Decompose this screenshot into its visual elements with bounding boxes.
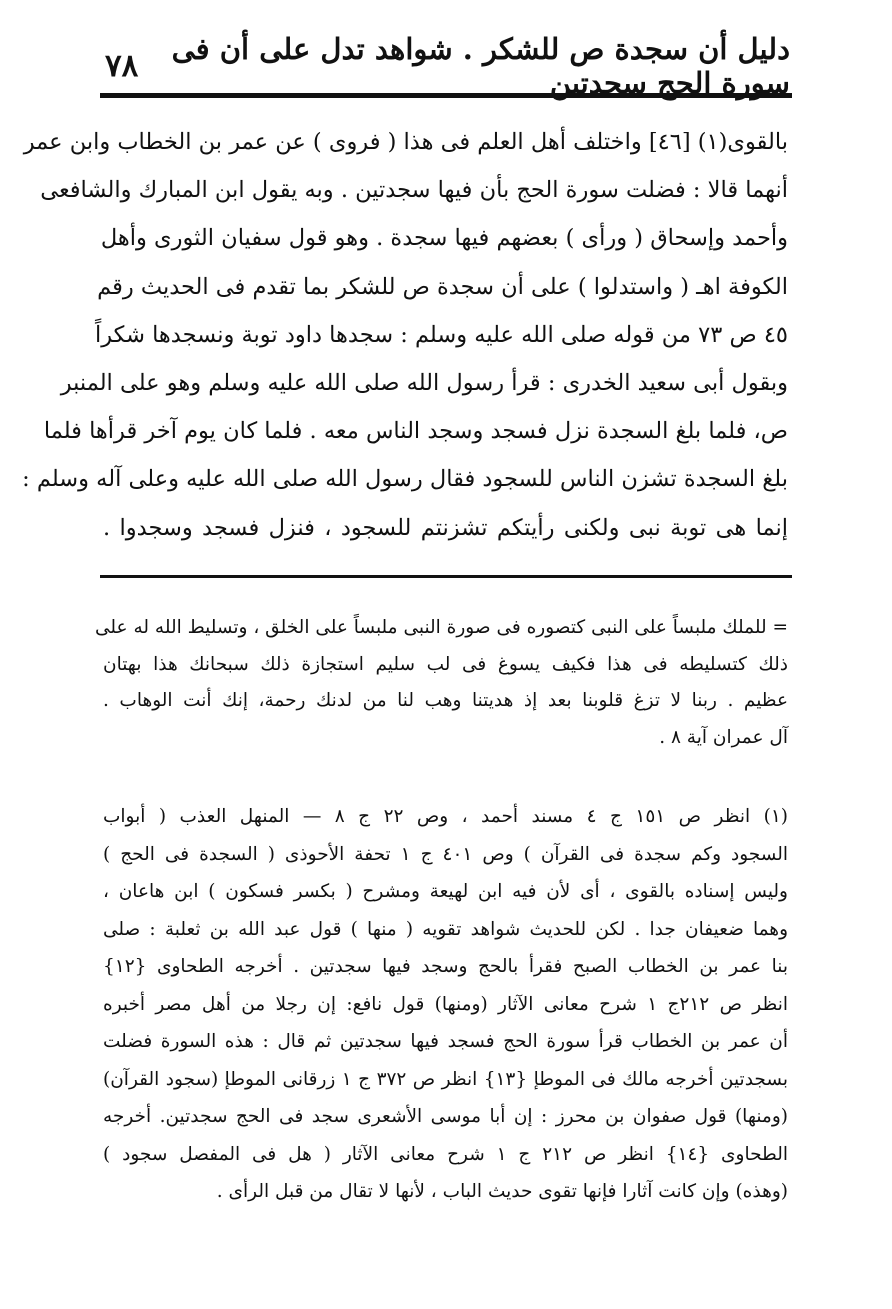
main-line: أنهما قالا : فضلت سورة الحج بأن فيها سجدتين . وبه يقول ابن المبارك والشافعى [40,177,788,204]
running-title: دليل أن سجدة ص للشكر . شواهد تدل على أن فى سورة الحج سجدتين [171,32,790,100]
footnote-line: بنا عمر بن الخطاب الصبح فقرأ بالحج وسجد فيها سجدتين . أخرجه الطحاوى {١٢} [103,956,788,977]
footnote-line: (ومنها) قول صفوان بن محرز : إن أبا موسى الأشعرى سجد فى الحج سجدتين. أخرجه [103,1106,788,1127]
footnote-line: بسجدتين أخرجه مالك فى الموطإ {١٣} انظر ص ٣٧٢ ج ١ زرقانى الموطإ (سجود القرآن) [103,1068,789,1090]
footnote-line: (١) انظر ص ١٥١ ج ٤ مسند أحمد ، وص ٢٢ ج ٨ — المنهل العذب ( أبواب [103,806,788,827]
note-line: عظيم . ربنا لا تزغ قلوبنا بعد إذ هديتنا وهب لنا من لدنك رحمة، إنك أنت الوهاب . [103,690,788,711]
footnote-line: السجود وكم سجدة فى القرآن ) وص ٤٠١ ج ١ تحفة الأحوذى ( السجدة فى الحج ) [103,843,789,865]
main-line: الكوفة اهـ ( واستدلوا ) على أن سجدة ص للشكر بما تقدم فى الحديث رقم [97,273,788,300]
footnote-line: وهما ضعيفان جدا . لكن للحديث شواهد تقويه ( منها ) قول عبد الله بن ثعلبة : صلى [103,918,788,940]
footnote-line: انظر ص ٢١٢ج ١ شرح معانى الآثار (ومنها) قول نافع: إن رجلا من أهل مصر أخبره [103,993,788,1015]
main-line: إنما هى توبة نبى ولكنى رأيتكم تشزنتم للسجود ، فنزل فسجد وسجدوا . [103,514,788,541]
footnote-line: (وهذه) وإن كانت آثارا فإنها تقوى حديث الباب ، لأنها لا تقال من قبل الرأى . [216,1181,788,1202]
note-line: آل عمران آية ٨ . [659,726,788,748]
main-line: وبقول أبى سعيد الخدرى : قرأ رسول الله صلى الله عليه وسلم وهو على المنبر [60,370,788,397]
main-line: بالقوى(١) [٤٦] واختلف أهل العلم فى هذا ( فروى ) عن عمر بن الخطاب وابن عمر [23,129,788,155]
note-line: ذلك كتسليطه فى هذا فكيف يسوغ فى لب سليم استجازة ذلك سبحانك هذا بهتان [103,653,788,675]
footnote-line: أن عمر بن الخطاب قرأ سورة الحج فسجد فيها سجدتين ثم قال : هذه السورة فضلت [103,1031,788,1052]
page-header [105,32,790,100]
footnote-line: وليس إسناده بالقوى ، أى لأن فيه ابن لهيعة ومشرح ( بكسر فسكون ) ابن هاعان ، [103,881,788,902]
main-line: ٤٥ ص ٧٣ من قوله صلى الله عليه وسلم : سجدها داود توبة ونسجدها شكراً [94,321,788,348]
footnotes-block [103,798,788,1211]
footnote-line: الطحاوى {١٤} انظر ص ٢١٢ ج ١ شرح معانى الآثار ( هل فى المفصل سجود ) [103,1143,788,1165]
main-text-block [22,118,788,552]
main-line: وأحمد وإسحاق ( ورأى ) بعضهم فيها سجدة . وهو قول سفيان الثورى وأهل [100,225,788,252]
main-line: بلغ السجدة تشزن الناس للسجود فقال رسول الله صلى الله عليه وعلى آله وسلم : [22,466,788,493]
main-line: ص، فلما بلغ السجدة نزل فسجد وسجد الناس معه . فلما كان يوم آخر قرأها فلما [43,418,788,445]
header-rule [100,93,792,98]
continued-note-block [95,610,788,756]
footnote-separator [100,575,792,578]
page-number: ٧٨ [105,48,139,84]
note-line: = للملك ملبساً على النبى كتصوره فى صورة النبى ملبساً على الخلق ، وتسليط الله له على [95,617,788,638]
